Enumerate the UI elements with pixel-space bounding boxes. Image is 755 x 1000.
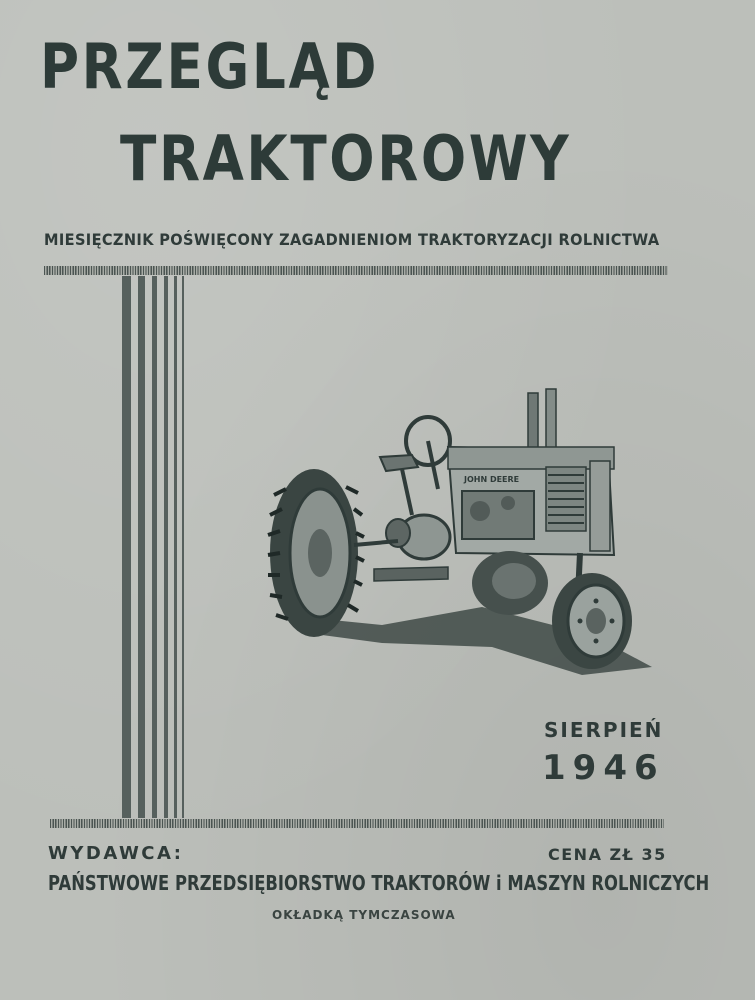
issue-month: SIERPIEŃ	[544, 718, 664, 742]
magazine-subtitle: MIESIĘCZNIK POŚWIĘCONY ZAGADNIENIOM TRAKTORYZACJI ROLNICTWA	[44, 230, 660, 249]
publisher-label: WYDAWCA:	[48, 843, 184, 864]
price-label: CENA ZŁ 35	[548, 845, 667, 864]
issue-year: 1946	[542, 748, 665, 788]
magazine-title-line2: TRAKTOROWY	[120, 122, 572, 195]
vertical-stripes-decoration	[122, 276, 186, 818]
tractor-illustration	[262, 385, 662, 685]
temporary-cover-note: OKŁADKĄ TYMCZASOWA	[272, 908, 456, 922]
tractor-hood-text: JOHN DEERE	[464, 475, 520, 484]
top-divider-rule	[44, 266, 668, 275]
publisher-name: PAŃSTWOWE PRZEDSIĘBIORSTWO TRAKTORÓW i MASZYN ROLNICZYCH	[48, 871, 710, 895]
bottom-divider-rule	[50, 819, 664, 828]
magazine-title-line1: PRZEGLĄD	[40, 30, 380, 103]
